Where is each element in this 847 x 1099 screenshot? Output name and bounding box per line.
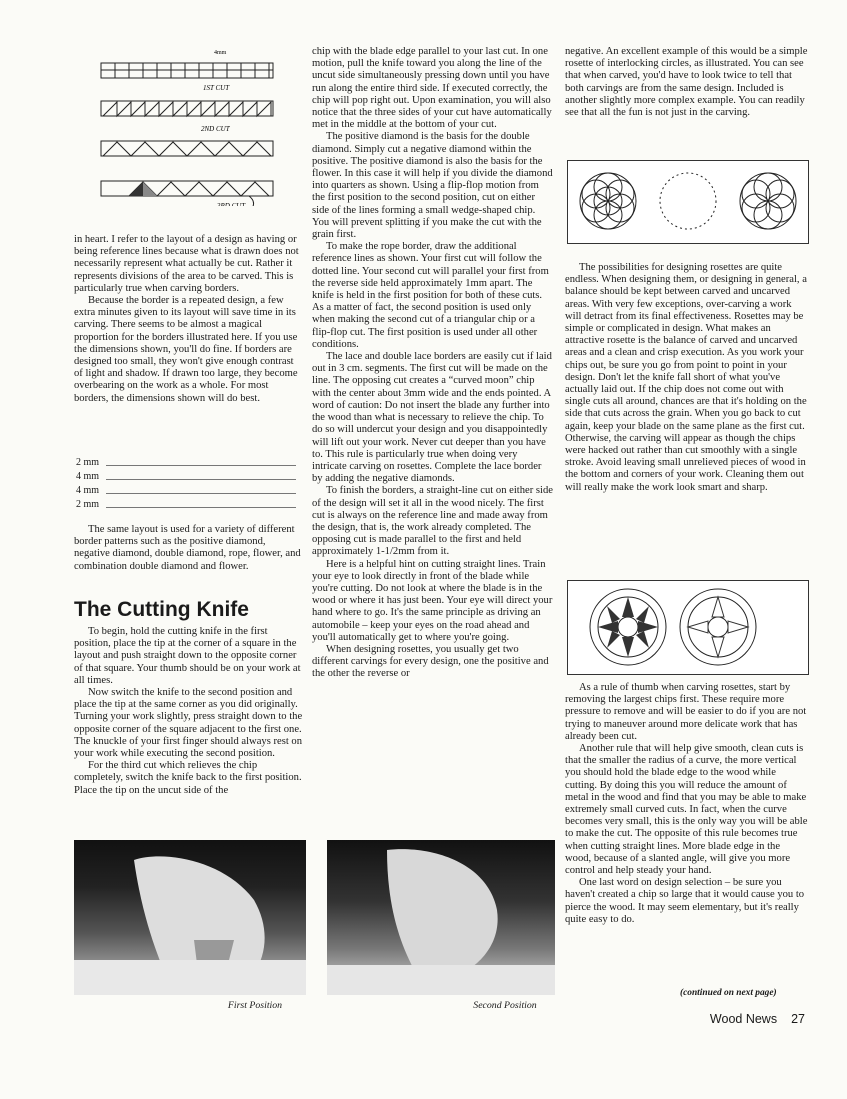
paragraph: The possibilities for designing rosettes are quite endless. When designing them, or designing in general, a balance should be kept between carved and uncarved areas. With very few exceptions, over-carving a work will detract from its final effectiveness. Rosettes may be simple or complicated in design. What makes an attractive rosette is the balance of carved and uncarved areas and a clean and crisp execution. As you work your chips out, be sure you go from point to point in your design. Don't let the knife fall short of what you've actually laid out. If the chip does not come out with single cuts all around, chances are that it's holding on the side that cuts across the grain. When you go back to cut again, keep your blade on the same plane as the first cut. Otherwise, the carving will appear as though the chips were hacked out rather than cut smoothly with a single stroke. Avoid leaving small unrelieved pieces of wood in the bottom and corners of your work. Cleaning them out will really make the work look smart and sharp. xyxy=(565,262,807,493)
paragraph: When designing rosettes, you usually get two different carvings for every design, one the positive and the other the reverse or xyxy=(312,643,549,680)
paragraph: As a rule of thumb when carving rosettes, start by removing the largest chips first. These require more pressure to remove and will be easier to do if you are not trying to maneuver around more delicate work that has already been cut. xyxy=(565,682,807,742)
column-1-mid xyxy=(74,524,304,573)
paragraph: The same layout is used for a variety of different border patterns such as the positive diamond, negative diamond, double diamond, rope, flower, and combination double diamond and flower. xyxy=(74,524,301,572)
column-1-lower xyxy=(74,626,304,797)
paragraph: negative. An excellent example of this would be a simple rosette of interlocking circles, as illustrated. You can see that when carved, you'd have to look twice to tell that both carvings are from the same design. Included is another slightly more complex example. You can readily see that all the fun is not just in the carving. xyxy=(565,46,808,119)
page-footer xyxy=(710,1012,805,1026)
diagram-4mm-label: 4mm xyxy=(214,50,227,56)
dim-label: 2 mm xyxy=(76,498,100,510)
paragraph: in heart. I refer to the layout of a design as having or being reference lines because what is drawn does not necessarily represent what actually be cut. Rather it represents divisions of the area to be carved. This is particularly true when carving borders. xyxy=(74,234,299,294)
complex-rosette-figure xyxy=(567,580,809,675)
dimension-chart xyxy=(76,455,296,511)
paragraph: The positive diamond is the basis for the double diamond. Simply cut a negative diamond within the positive. The positive diamond is also the basis for the flower. In this case it will help if you divide the diamond into quarters as shown. Using a flip-flop motion from the first position to the second position, cut on either side of the lines forming a small wedge-shaped chip. You will prevent splitting if you make the cut with the grain first. xyxy=(312,131,553,241)
photo-caption-first: First Position xyxy=(227,1000,283,1011)
dim-label: 4 mm xyxy=(76,484,100,496)
column-3-upper xyxy=(565,46,808,119)
border-layout-diagram xyxy=(99,46,279,206)
publication-name: Wood News xyxy=(709,1012,778,1026)
diagram-cut2-label: 2ND CUT xyxy=(201,125,230,133)
paragraph: Because the border is a repeated design, a few extra minutes given to its layout will save time in its carving. There seems to be almost a magical proportion for the borders illustrated here. If you use the dimensions shown, you'll do fine. If borders are designed too small, they won't give enough contrast of light and shadow. If drawn too large, they become overbearing on the work as a whole. For most borders, the dimensions shown will do best. xyxy=(74,295,298,404)
paragraph: For the third cut which relieves the chip completely, switch the knife back to the first position. Place the tip on the uncut side of the xyxy=(74,760,302,796)
second-position-photo xyxy=(327,840,555,995)
dim-label: 2 mm xyxy=(76,456,100,468)
section-heading: The Cutting Knife xyxy=(74,598,249,621)
column-3-lower xyxy=(565,682,808,926)
diagram-cut3-label: 3RD CUT xyxy=(217,202,246,206)
paragraph: To begin, hold the cutting knife in the first position, place the tip at the corner of a square in the layout and push straight down to the opposite corner of that square. Your thumb should be on your work at all times. xyxy=(74,626,301,686)
rosette-examples-figure xyxy=(567,160,809,244)
paragraph: chip with the blade edge parallel to your last cut. In one motion, pull the knife toward you along the line of the uncut side simultaneously pressing down until you have run along the entire third side. If executed correctly, the chip will pop right out. Upon examination, you will also notice that the three sides of your cut have automatically met in the middle at the bottom of your cut. xyxy=(312,46,552,131)
paragraph: The lace and double lace borders are easily cut if laid out in 3 cm. segments. The first cut will be made on the line. The opposing cut creates a “curved moon” chip with the center about 3mm wide and the ends pointed. A word of caution: Do not insert the blade any further into the wood than what is necessary to relieve the chip. To do so will undercut your design and you disappointedly will lift out your work. Never cut deeper than you have to. This rule is particularly true when doing very intricate carving on rosettes. Complete the lace border by adding the negative diamonds. xyxy=(312,351,552,485)
paragraph: Now switch the knife to the second position and place the tip at the same corner as you did originally. Turning your work slightly, press straight down to the opposite corner of the square adjacent to the first one. The knuckle of your first finger should always rest on your work while executing the second position. xyxy=(74,687,303,760)
continued-note: (continued on next page) xyxy=(680,988,777,998)
paragraph: Here is a helpful hint on cutting straight lines. Train your eye to look directly in front of the blade while you're cutting. Do not look at where the blade is in the wood or where it has just been. Your eye will direct your hand where to go. It's the same principle as driving an automobile – keep your eyes on the road ahead and you'll automatically get to where you're going. xyxy=(312,558,553,643)
column-3-mid xyxy=(565,262,808,494)
paragraph: To make the rope border, draw the additional reference lines as shown. Your first cut will follow the dotted line. Your second cut will parallel your first from the reverse side held approximately 1mm apart. The knife is held in the first position for both of these cuts. As a matter of fact, the second position is used only when making the second cut of a triangular chip or a flip-flop cut. The first position is used under all other conditions. xyxy=(312,241,549,350)
photo-caption-second: Second Position xyxy=(473,1000,537,1011)
paragraph: One last word on design selection – be sure you haven't created a chip so large that it would cause you to pierce the wood. It may seem elementary, but it's really quite easy to do. xyxy=(565,877,805,925)
diagram-cut1-label: 1ST CUT xyxy=(203,84,230,92)
column-1-upper xyxy=(74,234,304,405)
paragraph: To finish the borders, a straight-line cut on either side of the design will set it all in the wood nicely. The first cut is always on the reference line and made away from the design, that is, the work already completed. The opposing cut is made parallel to the first and held approximately 1-1/2mm from it. xyxy=(312,485,553,558)
column-2 xyxy=(312,46,554,681)
first-position-photo xyxy=(74,840,306,995)
border-cut-illustration xyxy=(99,46,279,206)
page-number: 27 xyxy=(791,1012,805,1026)
dim-label: 4 mm xyxy=(76,470,100,482)
paragraph: Another rule that will help give smooth, clean cuts is that the smaller the radius of a curve, the more vertical you should hold the blade edge to the wood while cutting. By doing this you will reduce the amount of metal in the wood and find that you may be able to make extremely small curved cuts. In fact, when the curve becomes very small, this is the only way you will be able to make the cut. The opposite of this rule becomes true when cutting straight lines. More blade edge in the wood, because of a slanted angle, will give you more control and help steady your hand. xyxy=(565,743,808,877)
